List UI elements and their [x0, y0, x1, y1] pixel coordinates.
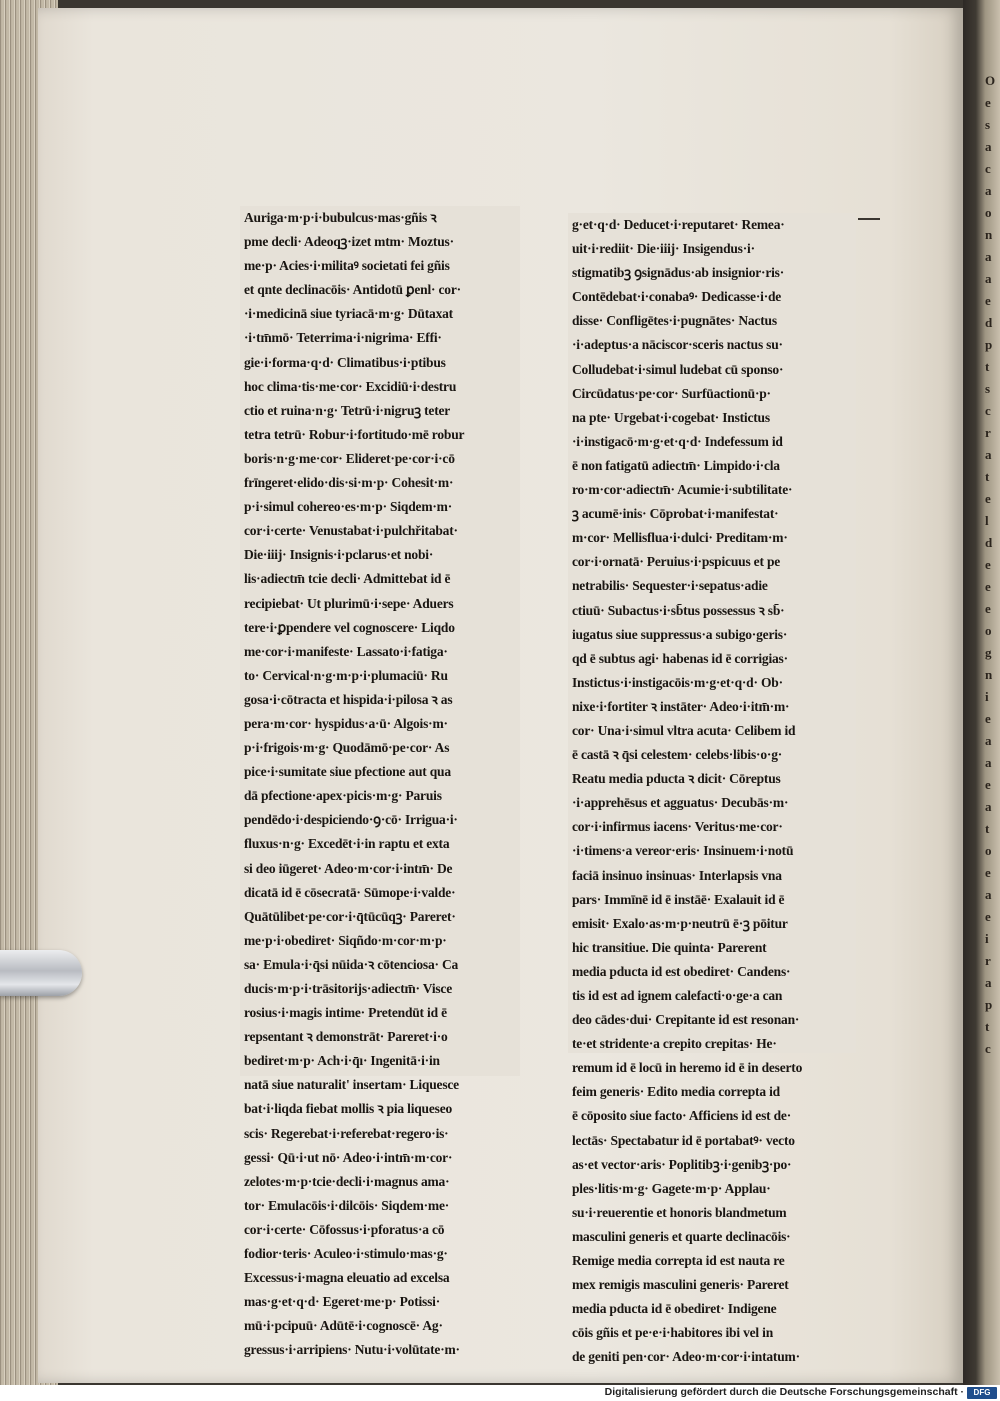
text-line: p·i·simul cohereo·es·m·p· Siqdem·m· — [244, 499, 453, 515]
edge-letter: a — [985, 271, 992, 286]
text-line: su·i·reuerentie et honoris blandmetum — [572, 1204, 787, 1220]
edge-letter: e — [985, 293, 991, 308]
text-line: netrabilis· Sequester·i·sepatus·adie — [572, 578, 768, 594]
edge-letter: p — [985, 997, 993, 1012]
text-line: te·et stridente·a crepito crepitas· He· — [572, 1036, 777, 1052]
text-line: Die·iiij· Insignis·i·pclarus·et nobi· — [244, 547, 434, 563]
text-line: ro·m·cor·adiectm̄· Acumie·i·subtilitate· — [572, 482, 793, 498]
text-line: scis· Regerebat·i·referebat·regero·is· — [244, 1125, 449, 1141]
edge-letter: l — [985, 513, 989, 528]
text-line: cor·i·infirmus iacens· Veritus·me·cor· — [572, 819, 783, 835]
edge-letter: a — [985, 447, 992, 462]
edge-letter: c — [985, 403, 991, 418]
edge-letter: d — [985, 535, 993, 550]
edge-letter: O — [985, 73, 996, 88]
text-line: Contēdebat·i·conabaꝰ· Dedicasse·i·de — [572, 289, 782, 305]
text-line: m·cor· Mellisflua·i·dulci· Preditam·m· — [572, 530, 788, 546]
text-line: ·i·medicinā siue tyriacā·m·g· Dūtaxat — [244, 306, 453, 322]
text-line: hic transitiue. Die quinta· Parerent — [572, 939, 767, 955]
text-line: pera·m·cor· hyspidus·a·ū· Algois·m· — [244, 715, 448, 731]
text-line: feim generis· Edito media correpta id — [572, 1084, 780, 1100]
text-line: masculini generis et quarte declinacōis· — [572, 1228, 791, 1244]
edge-letter: i — [985, 689, 989, 704]
edge-letter: e — [985, 579, 991, 594]
text-line: Instictus·i·instigacōis·m·g·et·q·d· Ob· — [572, 674, 783, 690]
text-line: cor·i·ornatā· Peruius·i·pspicuus et pe — [572, 554, 781, 570]
text-line: me·p· Acies·i·militaꝰ societati fei gñis — [244, 258, 450, 274]
text-line: fodior·teris· Aculeo·i·stimulo·mas·g· — [244, 1246, 448, 1262]
edge-letter: t — [985, 821, 990, 836]
edge-letter: e — [985, 909, 991, 924]
text-line: nixe·i·fortiter ꝛ instāter· Adeo·i·itm̄·m· — [572, 698, 790, 714]
text-line: ē non fatigatū adiectm̄· Limpido·i·cla — [572, 457, 780, 473]
text-line: cor·i·certe· Cōfossus·i·pforatus·a cō — [244, 1221, 445, 1237]
text-line: hoc clima·tis·me·cor· Excidiū·i·destru — [244, 378, 457, 394]
text-line: media pducta id est obediret· Candens· — [572, 963, 791, 979]
text-line: repsentant ꝛ demonstrāt· Pareret·i·o — [244, 1029, 448, 1045]
text-line: de geniti pen·cor· Adeo·m·cor·i·intatum· — [572, 1349, 800, 1365]
text-line: remum id ē locū in heremo id ē in deserto — [572, 1060, 803, 1076]
text-line: emisit· Exalo·as·m·p·neutrū ē·ꝫ pōitur — [572, 915, 788, 931]
edge-letter: e — [985, 711, 991, 726]
edge-letter: o — [985, 623, 992, 638]
edge-letter: t — [985, 469, 990, 484]
text-line: tetra tetrū· Robur·i·fortitudo·mē robur — [244, 426, 465, 442]
edge-letter: p — [985, 337, 993, 352]
text-line: Circūdatus·pe·cor· Surfūactionū·p· — [572, 385, 771, 401]
edge-letter: e — [985, 557, 991, 572]
text-line: Remige media correpta id est nauta re — [572, 1253, 785, 1269]
edge-letter: e — [985, 865, 991, 880]
text-line: disse· Confligētes·i·pugnātes· Nactus — [572, 313, 777, 329]
edge-letter: n — [985, 227, 993, 242]
text-line: gie·i·forma·q·d· Climatibus·i·ptibus — [244, 354, 446, 370]
text-line: si deo iūgeret· Adeo·m·cor·i·intm̄· De — [244, 860, 453, 876]
text-line: me·p·i·obediret· Siqñdo·m·cor·m·p· — [244, 932, 447, 948]
text-line: ducis·m·p·i·trāsitorijs·adiectm̄· Visce — [244, 981, 453, 996]
text-line: bat·i·liqda fiebat mollis ꝛ pia liqueseo — [244, 1101, 453, 1117]
edge-letter: o — [985, 843, 992, 858]
text-line: pars· Immīnē id ē instāē· Exalauit id ē — [572, 891, 785, 907]
margin-mark — [858, 218, 880, 220]
edge-letter: c — [985, 1041, 991, 1056]
text-line: Colludebat·i·simul ludebat cū sponso· — [572, 361, 784, 377]
text-line: tere·i·ꝑpendere vel cognoscere· Liqdo — [244, 619, 455, 635]
text-line: gosa·i·cōtracta et hispida·i·pilosa ꝛ as — [244, 691, 453, 707]
edge-letter: t — [985, 1019, 990, 1034]
edge-letter: a — [985, 887, 992, 902]
text-line: ꝫ acumē·inis· Cōprobat·i·manifestat· — [572, 506, 779, 522]
text-line: fluxus·n·g· Excedēt·i·in raptu et exta — [244, 836, 450, 852]
edge-letter: a — [985, 975, 992, 990]
text-line: p·i·frigois·m·g· Quodāmō·pe·cor· As — [244, 740, 450, 756]
edge-letter: a — [985, 139, 992, 154]
edge-letter: a — [985, 755, 992, 770]
edge-letter: a — [985, 249, 992, 264]
dfg-logo[interactable]: DFG — [967, 1387, 997, 1399]
text-line: ·i·apprehēsus et agguatus· Decubās·m· — [572, 795, 789, 811]
text-line: qd ē subtus agi· habenas id ē corrigias· — [572, 650, 788, 666]
text-line: stigmatibꝫ ꝯsignādus·ab insignior·ris· — [572, 265, 785, 281]
text-line: mū·i·pcipuū· Adūtē·i·cognoscē· Ag· — [244, 1318, 443, 1334]
text-line: cor·i·certe· Venustabat·i·pulchřitabat· — [244, 523, 458, 539]
text-line: frīngeret·elido·dis·si·m·p· Cohesit·m· — [244, 475, 454, 491]
text-line: iugatus siue suppressus·a subigo·geris· — [572, 626, 788, 642]
text-line: Excessus·i·magna eleuatio ad excelsa — [244, 1270, 450, 1286]
text-line: na pte· Urgebat·i·cogebat· Instictus — [572, 409, 770, 425]
edge-letter: d — [985, 315, 993, 330]
text-line: tor· Emulacōis·i·dilcōis· Siqdem·me· — [244, 1197, 450, 1213]
text-line: pice·i·sumitate siue pfectione aut qua — [244, 764, 451, 780]
footer-credit: Digitalisierung gefördert durch die Deutsche Forschungsgemeinschaft · — [604, 1386, 964, 1398]
text-line: mex remigis masculini generis· Pareret — [572, 1277, 789, 1293]
text-line: faciā insinuo insinuas· Interlapsis vna — [572, 867, 782, 883]
footer-bar — [0, 1385, 1000, 1401]
edge-letter: e — [985, 95, 991, 110]
text-line: cōis gñis et pe·e·i·habitores ibi vel in — [572, 1325, 774, 1341]
edge-letter: i — [985, 931, 989, 946]
text-line: ē castā ꝛ q̄si celestem· celebs·libis·o·g· — [572, 747, 783, 763]
text-line: as·et vector·aris· Poplitibꝫ·i·genibꝫ·po· — [572, 1156, 792, 1172]
right-text-column — [568, 213, 856, 1365]
text-line: me·cor·i·manifeste· Lassato·i·fatiga· — [244, 643, 448, 659]
text-line: ples·litis·m·g· Gagete·m·p· Applau· — [572, 1180, 771, 1196]
page-clip — [0, 950, 82, 996]
text-line: ē cōposito siue facto· Afficiens id est de· — [572, 1108, 792, 1124]
edge-letter: c — [985, 161, 991, 176]
text-line: Reatu media pducta ꝛ dicit· Cōreptus — [572, 771, 781, 787]
text-line: to· Cervical·n·g·m·p·i·plumaciū· Ru — [244, 667, 448, 683]
edge-letter: a — [985, 183, 992, 198]
left-text-column — [240, 206, 520, 1358]
edge-letter: r — [985, 953, 991, 968]
text-line: recipiebat· Ut plurimū·i·sepe· Aduers — [244, 595, 454, 611]
edge-letter: s — [985, 381, 991, 396]
edge-letter: g — [985, 645, 992, 660]
text-line: mas·g·et·q·d· Egeret·me·p· Potissi· — [244, 1294, 441, 1310]
text-line: Auriga·m·p·i·bubulcus·mas·gñis ꝛ — [244, 210, 437, 225]
text-line: media pducta id ē obediret· Indigene — [572, 1301, 777, 1317]
facing-page-edge-text — [985, 70, 1000, 1070]
text-line: pme decli· Adeoqꝫ·izet mtm· Moztus· — [244, 234, 454, 250]
text-line: rosius·i·magis intime· Pretendūt id ē — [244, 1005, 447, 1021]
text-line: pendēdo·i·despiciendo·ꝯ·cō· Irrigua·i· — [244, 812, 458, 828]
text-line: ·i·adeptus·a nāciscor·sceris nactus su· — [572, 337, 783, 353]
edge-letter: e — [985, 491, 991, 506]
text-line: g·et·q·d· Deducet·i·reputaret· Remea· — [572, 217, 785, 232]
edge-letter: t — [985, 359, 990, 374]
text-line: sa· Emula·i·q̄si nūida·ꝛ cōtenciosa· Ca — [244, 956, 459, 972]
text-line: gressus·i·arripiens· Nutu·i·volūtate·m· — [244, 1342, 460, 1358]
text-line: ·i·instigacō·m·g·et·q·d· Indefessum id — [572, 433, 783, 449]
text-line: dicatā id ē cōsecratā· Sūmope·i·valde· — [244, 884, 456, 900]
edge-letter: r — [985, 425, 991, 440]
edge-letter: e — [985, 601, 991, 616]
text-line: ctiuū· Subactus·i·sb̄tus possessus ꝛ sb̄· — [572, 602, 785, 618]
text-line: dā pfectione·apex·picis·m·g· Paruis — [244, 788, 442, 804]
text-line: lis·adiectm̄ tcie decli· Admittebat id ē — [244, 571, 451, 587]
text-line: natā siue naturalit' insertam· Liquesce — [244, 1077, 459, 1093]
edge-letter: a — [985, 799, 992, 814]
edge-letter: e — [985, 777, 991, 792]
text-line: ctio et ruina·n·g· Tetrū·i·nigruꝫ teter — [244, 402, 451, 418]
text-line: cor· Una·i·simul vltra acuta· Celibem id — [572, 722, 796, 738]
text-line: lectās· Spectabatur id ē portabatꝰ· vecto — [572, 1132, 795, 1148]
text-line: ·i·timens·a vereor·eris· Insinuem·i·notū — [572, 843, 794, 859]
text-line: tis id est ad ignem calefacti·o·ge·a can — [572, 988, 783, 1003]
text-line: uit·i·rediit· Die·iiij· Insigendus·i· — [572, 241, 755, 257]
text-line: bediret·m·p· Ach·i·q̄ı· Ingenitā·i·in — [244, 1053, 440, 1069]
text-line: zelotes·m·p·tcie·decli·i·magnus ama· — [244, 1173, 450, 1189]
edge-letter: a — [985, 733, 992, 748]
edge-letter: n — [985, 667, 993, 682]
text-line: gessi· Qū·i·ut nō· Adeo·i·intm̄·m·cor· — [244, 1149, 453, 1165]
text-line: boris·n·g·me·cor· Elideret·pe·cor·i·cō — [244, 450, 455, 466]
text-line: Quātūlibet·pe·cor·i·q̄tūcūqꝫ· Pareret· — [244, 908, 456, 924]
text-line: ·i·tm̄mō· Teterrima·i·nigrima· Effi· — [244, 330, 442, 346]
text-line: et qnte declinacōis· Antidotū ꝑenl· cor· — [244, 282, 461, 298]
text-line: deo cādes·dui· Crepitante id est resonan· — [572, 1012, 800, 1028]
edge-letter: s — [985, 117, 991, 132]
edge-letter: o — [985, 205, 992, 220]
